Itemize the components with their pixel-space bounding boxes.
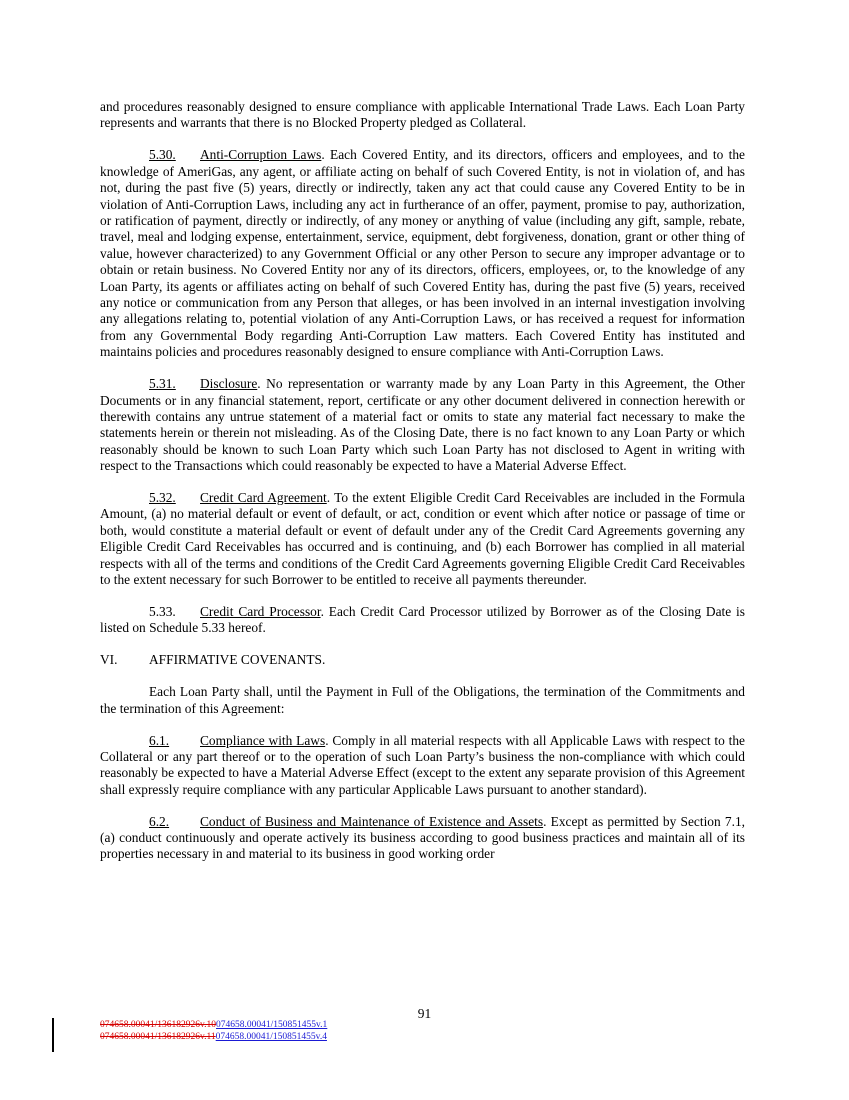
deleted-doc-id: 074658.00041/136182926v.10 [100, 1020, 217, 1030]
section-number: 5.30. [149, 147, 176, 163]
footer-line-2 [100, 1031, 327, 1043]
section-5-33 [100, 604, 745, 637]
section-number: 5.33. [149, 603, 176, 619]
article-number: VI. [100, 652, 118, 668]
page-number: 91 [417, 1006, 432, 1021]
section-heading: Credit Card Processor [200, 603, 321, 619]
section-heading: Conduct of Business and Maintenance of Existence and Assets [200, 813, 544, 829]
section-number: 6.1. [149, 732, 170, 748]
section-heading: Compliance with Laws [200, 732, 326, 748]
article-title: AFFIRMATIVE COVENANTS. [149, 652, 326, 668]
section-text: . To the extent Eligible Credit Card Receivables are included in the Formula Amount, (a) no material default or event of default, or act, condition or event which after notice or passage of time or both, would constitute a material default or event of default under any of the Credit Card Agreements governing any Eligible Credit Card Receivables has occurred and is continuing, and (b) each Borrower has complied in all material respects with all of the terms and conditions of the Credit Card Agreements governing Eligible Credit Card Receivables to the extent necessary for such Borrower to be entitled to receive all payments thereunder. [100, 490, 745, 588]
deleted-doc-id: 074658.00041/136182926v.11 [100, 1032, 216, 1042]
covenant-intro: Each Loan Party shall, until the Payment in Full of the Obligations, the termination of the Commitments and the termination of this Agreement: [100, 684, 745, 716]
inserted-doc-id: 074658.00041/150851455v.1 [216, 1020, 328, 1030]
section-6-2 [100, 814, 745, 863]
document-footer [100, 1019, 327, 1043]
section-text: . Each Credit Card Processor utilized by Borrower as of the Closing Date is listed on Schedule 5.33 hereof. [100, 603, 745, 636]
footer-line-1 [100, 1019, 327, 1031]
section-heading: Credit Card Agreement [200, 490, 327, 506]
article-heading [100, 652, 745, 668]
section-number: 5.32. [149, 490, 176, 506]
document-body [100, 99, 745, 878]
intro-paragraph: and procedures reasonably designed to ensure compliance with applicable International Trade Laws. Each Loan Party represents and warrants that there is no Blocked Property pledged as Collateral. [100, 99, 745, 131]
section-text: . Except as permitted by Section 7.1, (a) conduct continuously and operate actively its business according to good business practices and maintain all of its properties necessary in and material to its business in good working order [100, 813, 745, 862]
section-text: . No representation or warranty made by any Loan Party in this Agreement, the Other Documents or in any financial statement, report, certificate or any other document delivered in connection herewith or therewith contains any untrue statement of a material fact or omits to state any material fact necessary to make the statements herein or therein not misleading. As of the Closing Date, there is no fact known to any Loan Party or which reasonably should be known to such Loan Party which such Loan Party has not disclosed to Agent in writing with respect to the Transactions which could reasonably be expected to have a Material Adverse Effect. [100, 376, 745, 474]
change-bar [52, 1018, 54, 1052]
inserted-doc-id: 074658.00041/150851455v.4 [215, 1032, 327, 1042]
section-number: 6.2. [149, 813, 170, 829]
section-heading: Disclosure [200, 376, 258, 392]
section-6-1 [100, 733, 745, 799]
section-5-31 [100, 376, 745, 474]
section-heading: Anti-Corruption Laws [200, 147, 322, 163]
section-text: . Comply in all material respects with all Applicable Laws with respect to the Collateral or any part thereof or to the operation of such Loan Party’s business the non-compliance with which could reasonably be expected to have a Material Adverse Effect (except to the extent any separate provision of this Agreement shall expressly require compliance with any particular Applicable Laws pursuant to another standard). [100, 732, 745, 797]
section-5-32 [100, 490, 745, 588]
section-text: . Each Covered Entity, and its directors, officers and employees, and to the knowledge of AmeriGas, any agent, or affiliate acting on behalf of such Covered Entity, is not in violation of, and has not, during the past five (5) years, directly or indirectly, taken any act that could cause any Covered Entity to be in violation of Anti-Corruption Laws, including any act in furtherance of an offer, payment, promise to pay, authorization, or ratification of payment, directly or indirectly, of any money or anything of value (including any gift, sample, rebate, travel, meal and lodging expense, entertainment, service, equipment, debt forgiveness, donation, grant or other thing of value, however characterized) to any Government Official or any other Person to secure any improper advantage or to obtain or retain business. No Covered Entity nor any of its directors, officers, employees, or, to the knowledge of any Loan Party, its agents or affiliates acting on behalf of such Covered Entity has, during the past five (5) years, received any notice or communication from any Person that alleges, or has been involved in an internal investigation involving any allegations relating to, potential violation of any Anti-Corruption Laws, or has received a request for information from any Governmental Body regarding Anti-Corruption Law matters. Each Covered Entity has instituted and maintains policies and procedures reasonably designed to ensure compliance with Anti-Corruption Laws. [100, 147, 745, 360]
section-number: 5.31. [149, 376, 176, 392]
section-5-30 [100, 147, 745, 360]
